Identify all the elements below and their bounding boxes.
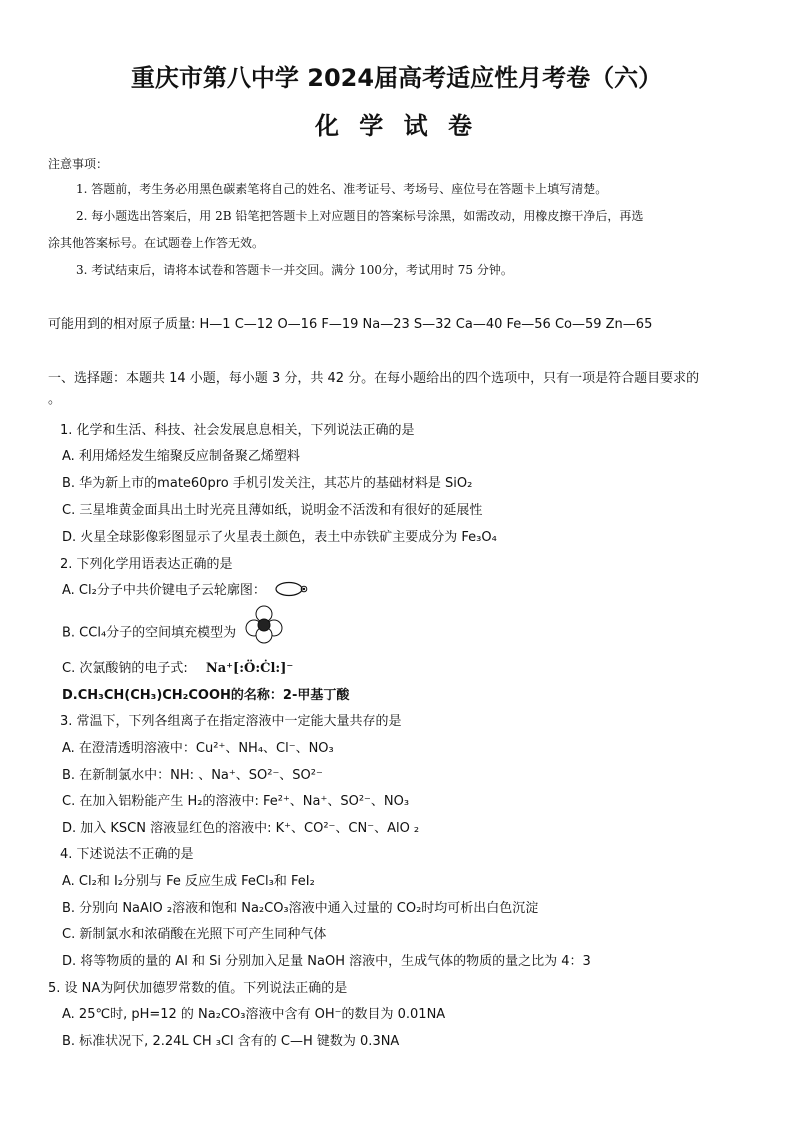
question-2-option-a-text: A. Cl₂分子中共价键电子云轮廓图： [62,583,266,598]
question-3-option-d: D. 加入 KSCN 溶液显红色的溶液中: K⁺、CO²⁻、CN⁻、AlO ₂ [62,821,420,836]
question-5-stem: 5. 设 NA为阿伏加德罗常数的值。下列说法正确的是 [48,981,348,996]
question-2-option-b [62,618,284,648]
question-2-option-a [62,579,314,601]
section-heading-tail: 。 [48,392,62,407]
section-heading: 一、选择题：本题共 14 小题，每小题 3 分，共 42 分。在每小题给出的四个选项中，只有一项是符合题目要求的 [48,371,700,386]
notice-heading: 注意事项： [48,157,109,171]
question-2-option-b-text: B. CCl₄分子的空间填充模型为 [62,625,237,641]
question-4-option-c: C. 新制氯水和浓硝酸在光照下可产生同种气体 [62,927,327,942]
question-2-option-c-text: C. 次氯酸钠的电子式: [62,661,188,676]
question-2-stem: 2. 下列化学用语表达正确的是 [60,557,233,572]
question-4-option-b: B. 分别向 NaAlO ₂溶液和饱和 Na₂CO₃溶液中通入过量的 CO₂时均可析出白色沉淀 [62,901,539,916]
question-1-option-c: C. 三星堆黄金面具出土时光亮且薄如纸，说明金不活泼和有很好的延展性 [62,503,483,518]
exam-title: 重庆市第八中学 2024届高考适应性月考卷（六） [130,64,663,92]
question-4-option-d: D. 将等物质的量的 Al 和 Si 分别加入足量 NaOH 溶液中，生成气体的物质的量之比为 4：3 [62,954,591,969]
question-1-option-a: A. 利用烯烃发生缩聚反应制备聚乙烯塑料 [62,449,300,464]
question-3-stem: 3. 常温下，下列各组离子在指定溶液中一定能大量共存的是 [60,714,402,729]
question-1-option-b: B. 华为新上市的mate60pro 手机引发关注，其芯片的基础材料是 SiO₂ [62,476,473,491]
question-1-stem: 1. 化学和生活、科技、社会发展息息相关，下列说法正确的是 [60,423,415,438]
question-5-option-b: B. 标准状况下, 2.24L CH ₃Cl 含有的 C—H 键数为 0.3NA [62,1034,400,1049]
question-5-option-a: A. 25℃时, pH=12 的 Na₂CO₃溶液中含有 OH⁻的数目为 0.01NA [62,1007,446,1022]
notice-item-1: 1. 答题前，考生务必用黑色碳素笔将自己的姓名、准考证号、考场号、座位号在答题卡上填写清楚。 [76,182,608,196]
question-4-option-a: A. Cl₂和 I₂分别与 Fe 反应生成 FeCl₃和 FeI₂ [62,874,315,889]
cl2-electron-cloud-figure [274,581,314,601]
notice-item-3: 3. 考试结束后，请将本试卷和答题卡一并交回。满分 100分，考试用时 75 分钟。 [76,263,513,277]
question-2-option-c [62,657,293,676]
naclo-electron-formula: Na⁺[:Ö:Ċl:]⁻ [205,661,294,676]
notice-item-2: 2. 每小题选出答案后，用 2B 铅笔把答题卡上对应题目的答案标号涂黑，如需改动，用橡皮擦干净后，再选 [76,209,644,223]
atomic-masses: 可能用到的相对原子质量: H—1 C—12 O—16 F—19 Na—23 S—32 Ca—40 Fe—56 Co—59 Zn—65 [48,317,653,332]
question-3-option-b: B. 在新制氯水中：NH: 、Na⁺、SO²⁻、SO²⁻ [62,768,323,783]
ccl4-space-filling-model [244,604,284,648]
question-3-option-a: A. 在澄清透明溶液中：Cu²⁺、NH₄、Cl⁻、NO₃ [62,741,334,756]
notice-item-2-cont: 涂其他答案标号。在试题卷上作答无效。 [48,236,265,250]
question-1-option-d: D. 火星全球影像彩图显示了火星表土颜色，表土中赤铁矿主要成分为 Fe₃O₄ [62,530,497,545]
exam-subject: 化 学 试 卷 [314,112,479,140]
question-2-option-d: D.CH₃CH(CH₃)CH₂COOH的名称：2-甲基丁酸 [62,688,350,703]
question-3-option-c: C. 在加入铝粉能产生 H₂的溶液中: Fe²⁺、Na⁺、SO²⁻、NO₃ [62,794,410,809]
question-4-stem: 4. 下述说法不正确的是 [60,847,194,862]
